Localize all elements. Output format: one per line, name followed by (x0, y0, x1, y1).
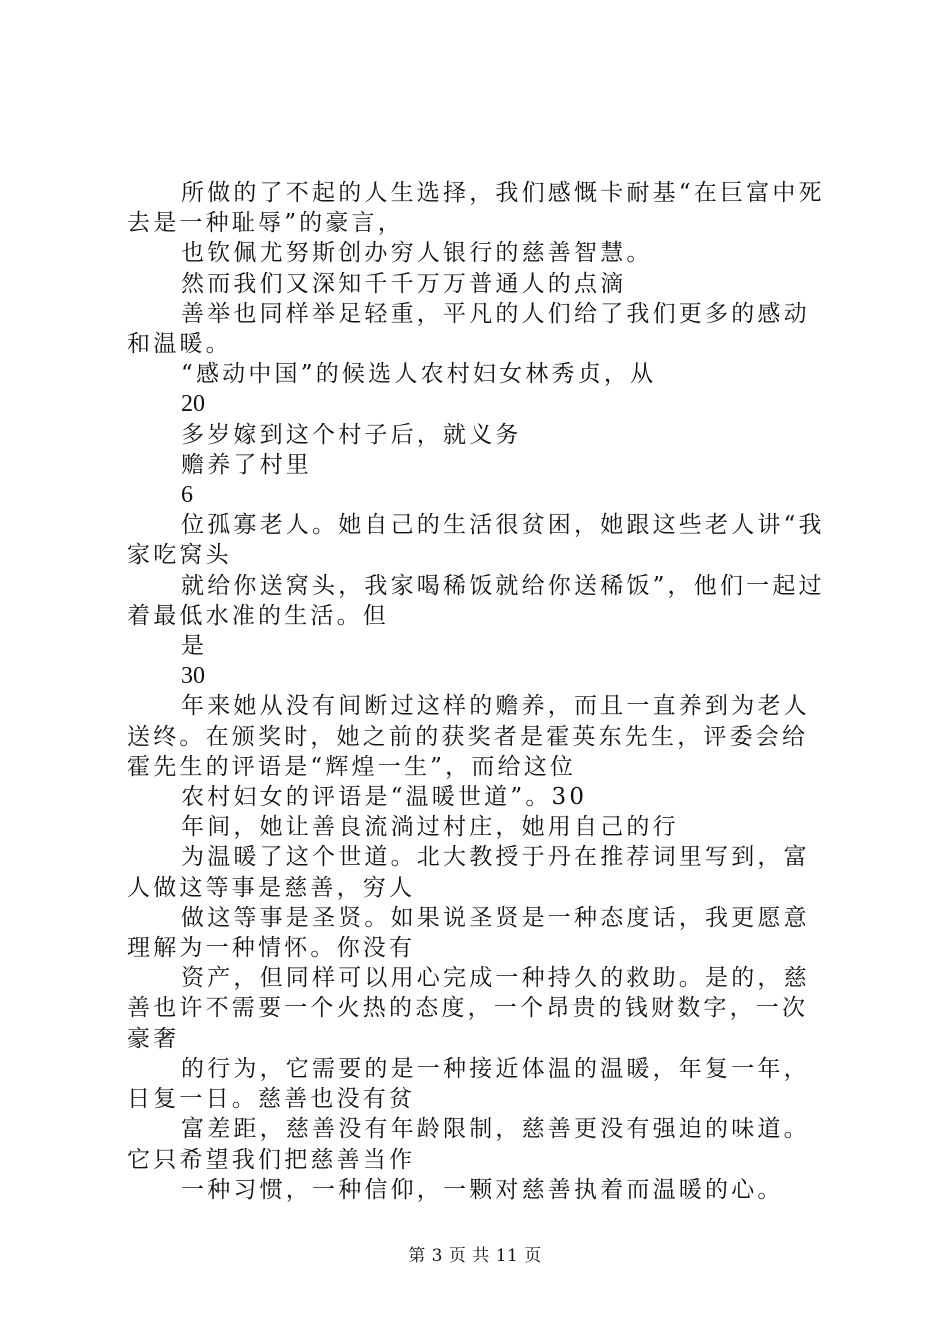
paragraph: 为温暖了这个世道。北大教授于丹在推荐词里写到，富人做这等事是慈善，穷人 (127, 844, 810, 901)
paragraph: 就给你送窝头，我家喝稀饭就给你送稀饭”，他们一起过着最低水准的生活。但 (127, 572, 825, 629)
paragraph: 然而我们又深知千千万万普通人的点滴 (181, 270, 627, 297)
paragraph-number: 30 (181, 663, 205, 690)
paragraph: 年来她从没有间断过这样的赡养，而且一直养到为老人送终。在颁奖时，她之前的获奖者是霍英东先生，评委会给霍先生的评语是“辉煌一生”，而给这位 (127, 693, 810, 780)
paragraph: 一种习惯，一种信仰，一颗对慈善执着而温暖的心。 (181, 1176, 784, 1203)
paragraph: 也钦佩尤努斯创办穷人银行的慈善智慧。 (181, 240, 653, 267)
paragraph: 是 (181, 633, 208, 660)
paragraph: 多岁嫁到这个村子后，就义务 (181, 421, 522, 448)
paragraph: 富差距，慈善没有年龄限制，慈善更没有强迫的味道。它只希望我们把慈善当作 (127, 1116, 810, 1173)
paragraph: “感动中国”的候选人农村妇女林秀贞，从 (181, 361, 657, 388)
paragraph: 善举也同样举足轻重，平凡的人们给了我们更多的感动和温暖。 (127, 300, 810, 358)
paragraph: 做这等事是圣贤。如果说圣贤是一种态度话，我更愿意理解为一种情怀。你没有 (127, 904, 810, 962)
paragraph: 农村妇女的评语是“温暖世道”。30 (181, 784, 588, 811)
page-footer: 第 3 页 共 11 页 (408, 1246, 542, 1266)
paragraph: 所做的了不起的人生选择，我们感慨卡耐基“在巨富中死去是一种耻辱”的豪言， (127, 180, 825, 237)
paragraph: 年间，她让善良流淌过村庄，她用自己的行 (181, 814, 679, 841)
paragraph: 位孤寡老人。她自己的生活很贫困，她跟这些老人讲“我家吃窝头 (127, 512, 825, 569)
paragraph-number: 6 (181, 482, 193, 509)
paragraph: 资产，但同样可以用心完成一种持久的救助。是的，慈善也许不需要一个火热的态度，一个昂贵的钱财数字，一次豪奢 (127, 965, 810, 1052)
paragraph-number: 20 (181, 391, 205, 418)
paragraph: 的行为，它需要的是一种接近体温的温暖，年复一年，日复一日。慈善也没有贫 (127, 1055, 810, 1113)
paragraph: 赡养了村里 (181, 451, 312, 478)
body-text (127, 178, 832, 1205)
